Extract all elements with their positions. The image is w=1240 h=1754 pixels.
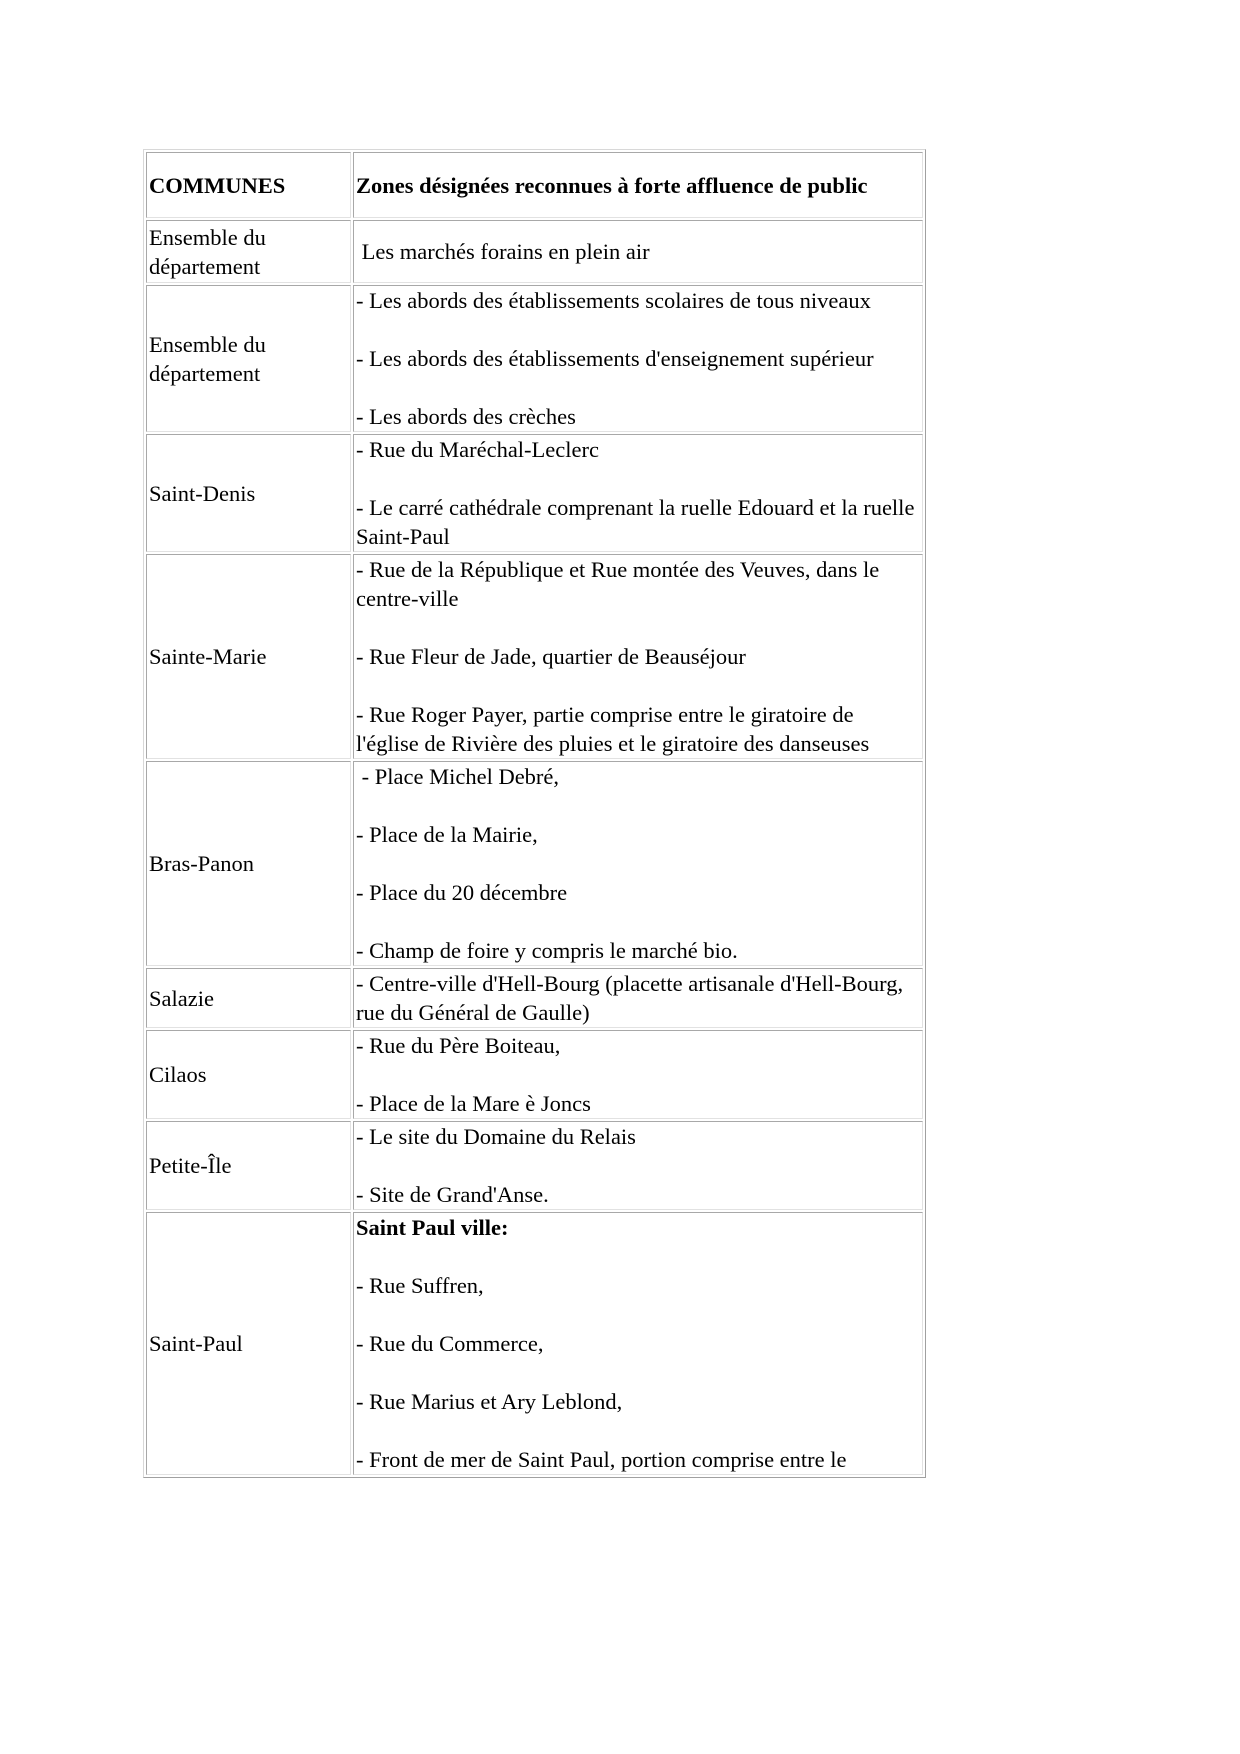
- zone-item: - Rue Roger Payer, partie comprise entre le giratoire de l'église de Rivière des pluies et le giratoire des danseuses: [356, 702, 870, 756]
- zone-subtitle: Saint Paul ville:: [356, 1215, 509, 1240]
- commune-cell: Saint-Paul: [146, 1212, 351, 1475]
- zone-item: - Le carré cathédrale comprenant la ruelle Edouard et la ruelle Saint-Paul: [356, 495, 915, 549]
- spacer: [356, 1242, 920, 1271]
- commune-cell: Cilaos: [146, 1030, 351, 1119]
- zone-item: - Rue du Père Boiteau,: [356, 1033, 561, 1058]
- zones-cell: [353, 554, 923, 759]
- spacer: [356, 1358, 920, 1387]
- zone-item: - Les abords des établissements d'enseignement supérieur: [356, 346, 874, 371]
- zone-item: - Rue du Maréchal-Leclerc: [356, 437, 599, 462]
- spacer: [356, 373, 920, 402]
- zones-cell: [353, 1212, 923, 1475]
- zone-item: - Rue du Commerce,: [356, 1331, 544, 1356]
- zone-item: - Rue Suffren,: [356, 1273, 484, 1298]
- zone-item: - Site de Grand'Anse.: [356, 1182, 549, 1207]
- zones-cell: [353, 968, 923, 1028]
- zones-table: [143, 149, 926, 1478]
- commune-cell: Saint-Denis: [146, 434, 351, 552]
- table-row: [146, 1030, 923, 1119]
- spacer: [356, 671, 920, 700]
- zones-cell: [353, 434, 923, 552]
- zone-item: - Le site du Domaine du Relais: [356, 1124, 636, 1149]
- spacer: [356, 1151, 920, 1180]
- zone-item: - Place du 20 décembre: [356, 880, 568, 905]
- zones-cell: [353, 220, 923, 283]
- spacer: [356, 849, 920, 878]
- commune-cell: Bras-Panon: [146, 761, 351, 966]
- zone-item: - Rue Marius et Ary Leblond,: [356, 1389, 623, 1414]
- table-row: [146, 554, 923, 759]
- zones-cell: [353, 761, 923, 966]
- zone-item: - Place de la Mairie,: [356, 822, 538, 847]
- spacer: [356, 1300, 920, 1329]
- zone-item: - Place de la Mare è Joncs: [356, 1091, 591, 1116]
- spacer: [356, 907, 920, 936]
- header-zones: Zones désignées reconnues à forte affluence de public: [353, 152, 923, 218]
- commune-cell: Sainte-Marie: [146, 554, 351, 759]
- spacer: [356, 791, 920, 820]
- spacer: [356, 464, 920, 493]
- table-row: [146, 1121, 923, 1210]
- table-row: [146, 1212, 923, 1475]
- spacer: [356, 613, 920, 642]
- zone-item: - Les abords des établissements scolaires de tous niveaux: [356, 288, 871, 313]
- zone-item: - Champ de foire y compris le marché bio.: [356, 938, 738, 963]
- zone-item: - Place Michel Debré,: [356, 764, 560, 789]
- table-row: [146, 761, 923, 966]
- spacer: [356, 315, 920, 344]
- header-communes: COMMUNES: [146, 152, 351, 218]
- zone-item: - Centre-ville d'Hell-Bourg (placette artisanale d'Hell-Bourg, rue du Général de Gaulle): [356, 971, 904, 1025]
- zones-cell: [353, 1121, 923, 1210]
- table-row: [146, 968, 923, 1028]
- spacer: [356, 1060, 920, 1089]
- zones-cell: [353, 285, 923, 432]
- spacer: [356, 1416, 920, 1445]
- commune-cell: Ensemble du département: [146, 285, 351, 432]
- zone-item: - Rue Fleur de Jade, quartier de Beauséjour: [356, 644, 746, 669]
- commune-cell: Salazie: [146, 968, 351, 1028]
- commune-cell: Ensemble du département: [146, 220, 351, 283]
- zone-item: - Rue de la République et Rue montée des Veuves, dans le centre-ville: [356, 557, 880, 611]
- zones-cell: [353, 1030, 923, 1119]
- table-row: [146, 434, 923, 552]
- commune-cell: Petite-Île: [146, 1121, 351, 1210]
- zone-item: Les marchés forains en plein air: [356, 239, 650, 264]
- zone-item: - Les abords des crèches: [356, 404, 576, 429]
- table-header-row: [146, 152, 923, 218]
- table-row: [146, 285, 923, 432]
- zone-item: - Front de mer de Saint Paul, portion comprise entre le: [356, 1447, 847, 1472]
- table-row: [146, 220, 923, 283]
